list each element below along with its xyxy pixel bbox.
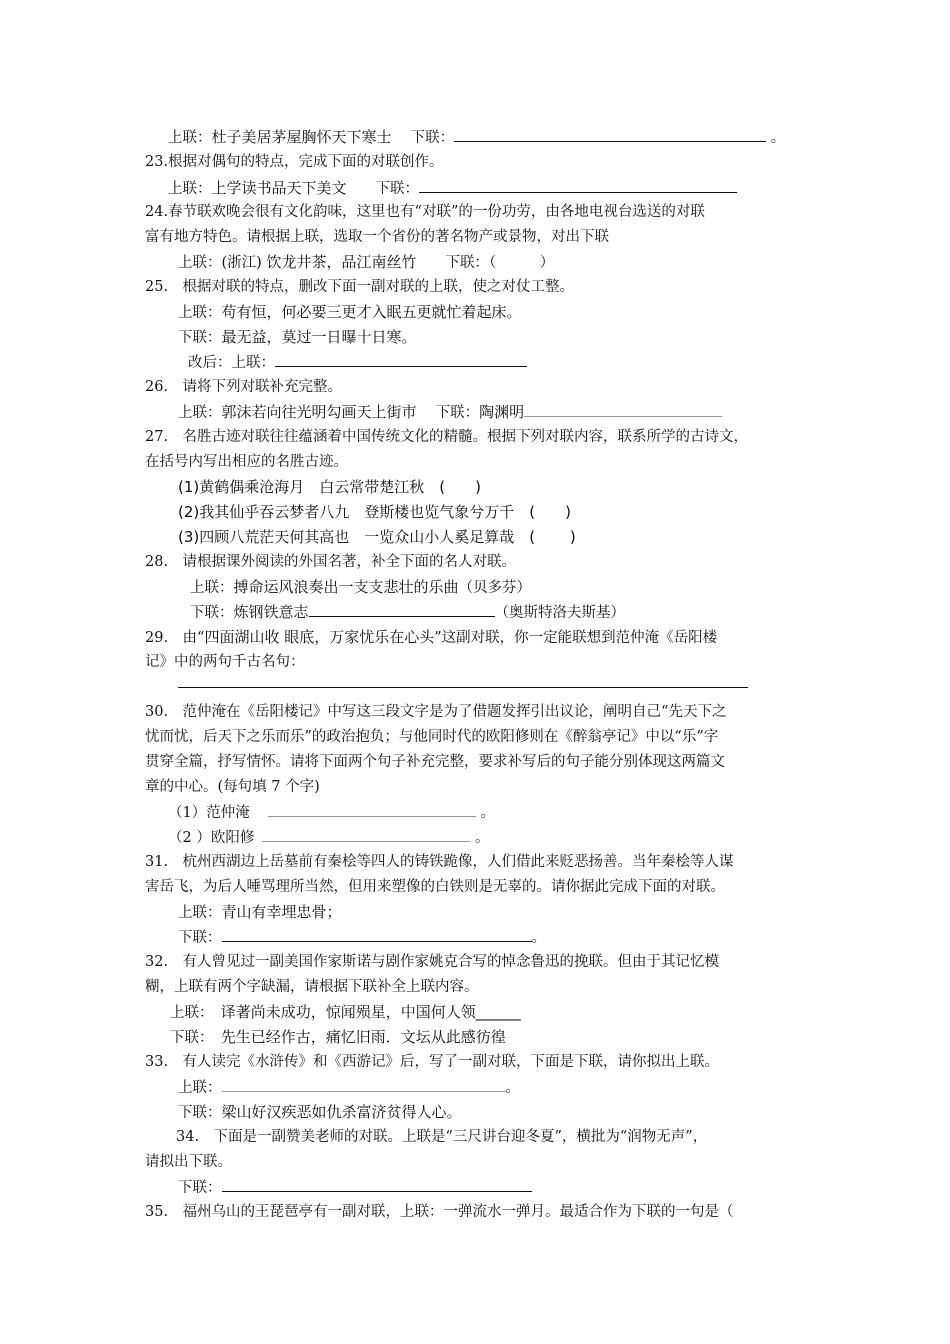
answer-blank[interactable] xyxy=(262,827,470,842)
couplet-line xyxy=(168,127,785,148)
couplet-line xyxy=(178,1077,520,1098)
answer-blank[interactable] xyxy=(454,127,766,142)
couplet-prefix: 下联： xyxy=(178,1105,222,1121)
couplet-line xyxy=(178,1177,532,1198)
answer-line xyxy=(178,673,748,694)
couplet-line xyxy=(170,1027,506,1048)
question-25: 25. 根据对联的特点，删改下面一副对联的上联，使之对仗工整。 xyxy=(145,279,575,295)
couplet-prefix: 上联： xyxy=(178,405,222,421)
answer-blank[interactable] xyxy=(419,178,737,193)
couplet-line xyxy=(178,327,417,348)
revision-line xyxy=(188,352,527,373)
couplet-line xyxy=(168,178,737,199)
couplet-line xyxy=(190,577,531,598)
question-30-cont: 章的中心。(每句填 7 个字) xyxy=(145,779,320,795)
answer-blank[interactable] xyxy=(309,602,495,617)
answer-blank[interactable] xyxy=(178,673,748,688)
couplet-prefix: 下联： xyxy=(178,330,222,346)
couplet-prefix: 上联： xyxy=(178,305,222,321)
fill-line-2 xyxy=(168,827,489,848)
couplet-lower: 梁山好汉疾恶如仇杀富济贫得人心。 xyxy=(221,1103,462,1121)
couplet-prefix: 上联： xyxy=(178,1080,222,1096)
answer-blank[interactable] xyxy=(222,1177,532,1192)
couplet-line xyxy=(190,602,625,623)
couplet-prefix: 下联： xyxy=(346,181,420,197)
couplet-prefix: 下联： xyxy=(178,1180,222,1196)
answer-blank[interactable] xyxy=(268,802,476,817)
couplet-prefix: 下联： xyxy=(170,1030,221,1046)
couplet-upper: 搏命运风浪奏出一支支悲壮的乐曲 xyxy=(233,578,459,596)
question-29-cont: 记》中的两句千古名句： xyxy=(145,654,305,670)
couplet-line xyxy=(178,252,554,273)
fill-prefix: （2 ）欧阳修 xyxy=(168,830,255,846)
question-35: 35. 福州乌山的王琵琶亭有一副对联，上联：一弹流水一弹月。最适合作为下联的一句是（ xyxy=(145,1204,734,1220)
question-34-cont: 请拟出下联。 xyxy=(145,1154,232,1170)
couplet-upper: 青山有幸埋忠骨； xyxy=(221,903,342,921)
couplet-prefix: 上联： xyxy=(190,580,234,596)
couplet-line xyxy=(178,402,722,423)
couplet-upper: 饮龙井茶，品江南丝竹 xyxy=(266,253,417,271)
answer-blank[interactable] xyxy=(222,927,532,942)
couplet-prefix: 改后：上联： xyxy=(188,355,275,371)
question-30-cont: 忧而忧，后天下之乐而乐”的政治抱负；与他同时代的欧阳修则在《醉翁亭记》中以“乐”字 xyxy=(145,729,719,745)
couplet-lower: 最无益，莫过一日曝十日寒。 xyxy=(221,328,417,346)
answer-blank[interactable] xyxy=(275,352,527,367)
question-30-cont: 贯穿全篇，抒写情怀。请将下面两个句子补充完整，要求补写后的句子能分别体现这两篇文 xyxy=(145,754,725,770)
question-26: 26. 请将下列对联补充完整。 xyxy=(145,379,343,395)
question-34: 34. 下面是一副赞美老师的对联。上联是“三尺讲台迎冬夏”，横批为“润物无声”， xyxy=(176,1129,708,1145)
couplet-prefix: 上联：(浙江) xyxy=(178,255,267,271)
question-23: 23.根据对偶句的特点，完成下面的对联创作。 xyxy=(145,154,444,170)
couplet-prefix: 上联： xyxy=(168,181,212,197)
question-text: 29. 由“ xyxy=(145,630,205,646)
answer-blank[interactable] xyxy=(524,402,722,417)
couplet-item-1: (1)黄鹤偶乘沧海月 白云常带楚江秋 ( ) xyxy=(178,478,481,496)
couplet-item-2: (2)我其仙乎吞云梦者八九 登斯楼也览气象兮万千 ( ) xyxy=(178,503,571,521)
couplet-prefix: 下联： xyxy=(190,605,234,621)
punctuation: 。 xyxy=(766,130,786,146)
question-24: 24.春节联欢晚会很有文化韵味，这里也有“对联”的一份功劳，由各地电视台选送的对联 xyxy=(145,204,705,220)
author-note: （奥斯特洛夫斯基） xyxy=(494,605,626,621)
question-29 xyxy=(145,627,717,648)
couplet-lower: 先生已经作古，痛忆旧雨．文坛从此感彷徨 xyxy=(220,1028,506,1046)
question-31: 31. 杭州西湖边上岳墓前有秦桧等四人的铸铁跪像，人们借此来贬恶扬善。当年秦桧等人谋 xyxy=(145,854,734,870)
author-note: （贝多芬） xyxy=(458,580,532,596)
punctuation: 。 xyxy=(505,1080,520,1096)
couplet-upper: 上学读书品天下美文 xyxy=(211,179,347,197)
question-27: 27. 名胜古迹对联往往蕴涵着中国传统文化的精髓。根据下列对联内容，联系所学的古诗文， xyxy=(145,429,749,445)
couplet-line xyxy=(178,302,522,323)
couplet-line xyxy=(178,902,342,923)
question-32: 32. 有人曾见过一副美国作家斯诺与剧作家姚克合写的悼念鲁迅的挽联。但由于其记忆模 xyxy=(145,954,720,970)
couplet-prefix: 下联： xyxy=(416,405,480,421)
punctuation: 。 xyxy=(531,930,546,946)
question-27-cont: 在括号内写出相应的名胜古迹。 xyxy=(145,454,348,470)
couplet-prefix: 上联： xyxy=(178,905,222,921)
couplet-upper: 苟有恒，何必要三更才入眠五更就忙着起床。 xyxy=(221,303,522,321)
question-33: 33. 有人读完《水浒传》和《西游记》后，写了一副对联，下面是下联，请你拟出上联。 xyxy=(145,1054,720,1070)
couplet-lower: 陶渊明 xyxy=(479,403,525,421)
question-24-cont: 富有地方特色。请根据上联，选取一个省份的著名物产或景物，对出下联 xyxy=(145,229,609,245)
fill-prefix: （1）范仲淹 xyxy=(168,805,250,821)
couplet-quote: 四面湖山收 眼底，万家忧乐在心头 xyxy=(204,628,435,646)
couplet-line xyxy=(178,927,546,948)
couplet-prefix: 上联： xyxy=(168,130,212,146)
question-32-cont: 糊，上联有两个字缺漏，请根据下联补全上联内容。 xyxy=(145,979,479,995)
couplet-prefix: 上联： xyxy=(170,1005,221,1021)
punctuation: 。 xyxy=(475,805,495,821)
answer-blank[interactable] xyxy=(222,1077,506,1092)
couplet-prefix: 下联： xyxy=(391,130,455,146)
couplet-lower-blank: 下联：（ ） xyxy=(416,255,555,271)
punctuation: 。 xyxy=(470,830,490,846)
couplet-item-3: (3)四顾八荒茫天何其高也 一览众山小人奚足算哉 ( ) xyxy=(178,528,576,546)
couplet-prefix: 下联： xyxy=(178,930,222,946)
question-28: 28. 请根据课外阅读的外国名著，补全下面的名人对联。 xyxy=(145,554,517,570)
couplet-line xyxy=(178,1102,462,1123)
question-30: 30. 范仲淹在《岳阳楼记》中写这三段文字是为了借题发挥引出议论，阐明自己“先天下之 xyxy=(145,704,727,720)
couplet-lower: 炼钢铁意志 xyxy=(233,603,309,621)
couplet-line xyxy=(170,1002,521,1023)
couplet-upper: 译著尚未成功，惊闻殒星，中国何人领______ xyxy=(220,1003,521,1021)
couplet-upper: 杜子美居茅屋胸怀天下寒士 xyxy=(211,128,392,146)
couplet-upper: 郭沫若向往光明勾画天上街市 xyxy=(221,403,417,421)
question-text: ”这副对联，你一定能联想到范仲淹《岳阳楼 xyxy=(434,630,718,646)
fill-line-1 xyxy=(168,802,495,823)
question-31-cont: 害岳飞，为后人唾骂理所当然，但用来塑像的白铁则是无辜的。请你据此完成下面的对联。 xyxy=(145,879,725,895)
